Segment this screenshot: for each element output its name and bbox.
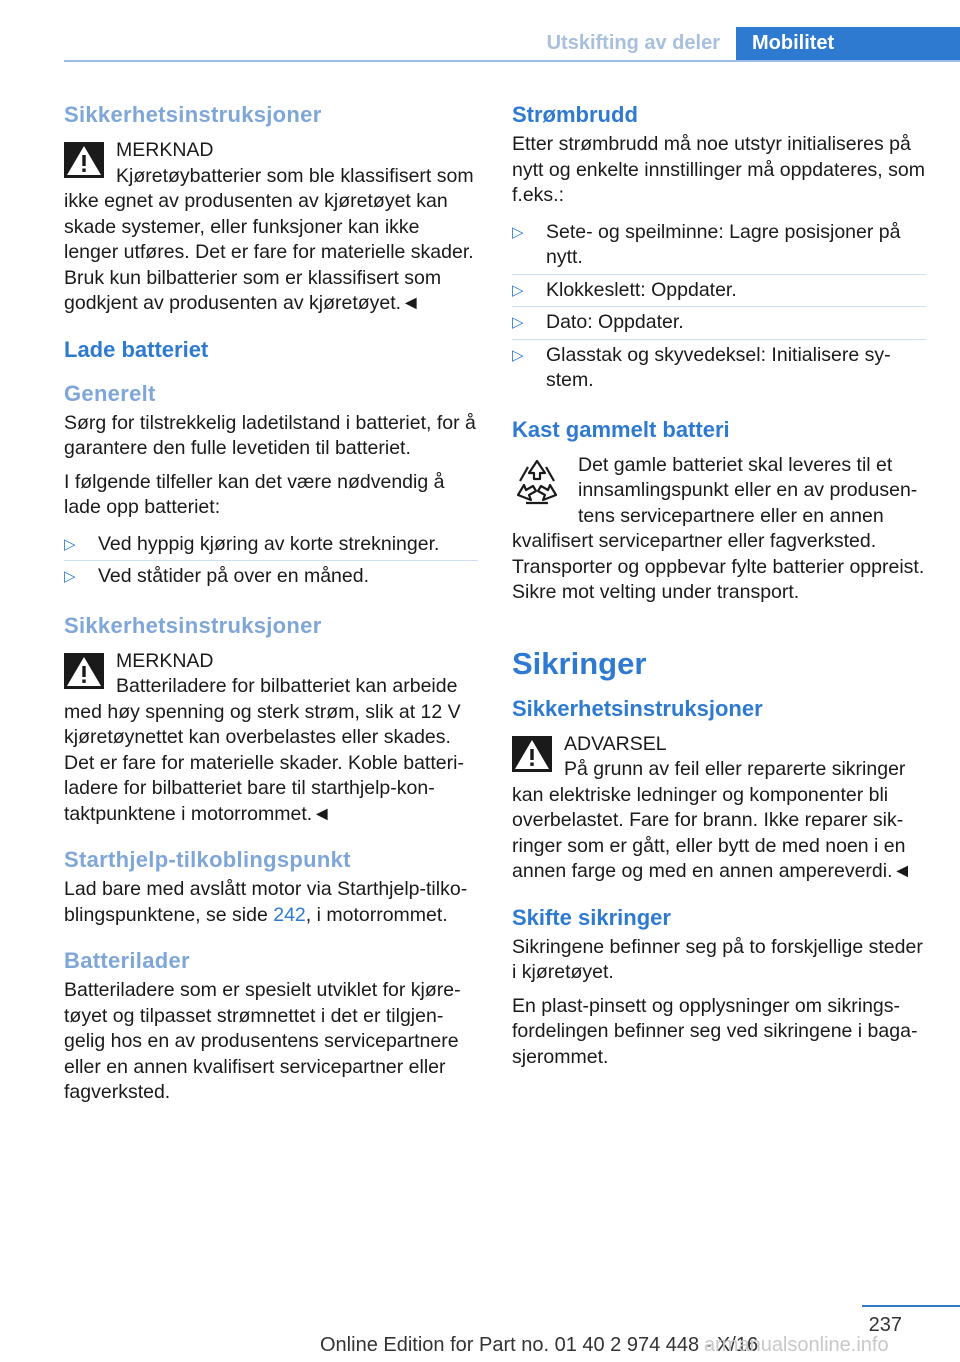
- warning-block-2: [64, 649, 478, 828]
- warning-label-3: ADVARSEL: [564, 732, 667, 755]
- dispose-battery-heading: Kast gammelt batteri: [512, 416, 730, 442]
- header-section-title: Utskifting av deler: [546, 32, 720, 54]
- dispose-paragraph: Det gamle batteriet skal leveres til et innsamlingspunkt eller en av produsentens servicepartnere eller en annen kvalifisert servicepartner eller fagverksted.: [512, 453, 918, 552]
- left-column: [64, 100, 478, 1114]
- change-fuses-heading: Skifte sikringer: [512, 904, 671, 930]
- warning-block-1: [64, 138, 478, 317]
- general-paragraph-1: Sørg for tilstrekkelig ladetilstand i batteriet, for å garantere den fulle levetiden til batteriet.: [64, 411, 476, 459]
- general-heading: Generelt: [64, 380, 156, 406]
- recycle-icon: [512, 457, 562, 509]
- charge-battery-heading: Lade batteriet: [64, 336, 209, 362]
- triangle-bullet-icon: ▷: [64, 535, 76, 553]
- page-number: 237: [868, 1314, 902, 1336]
- outage-list: [512, 217, 926, 397]
- triangle-bullet-icon: ▷: [512, 281, 524, 299]
- triangle-bullet-icon: ▷: [512, 223, 524, 241]
- recycle-block: [512, 453, 926, 555]
- change-fuses-paragraph-1: Sikringene befinner seg på to forskjellige steder i kjøretøyet.: [512, 935, 923, 983]
- charger-heading: Batterilader: [64, 948, 190, 973]
- power-outage-paragraph: Etter strømbrudd må noe utstyr initialiseres på nytt og enkelte innstillinger må oppdateres, som f.eks.:: [512, 133, 925, 206]
- list-item: ▷ Klokkeslett: Oppdater.: [512, 275, 926, 308]
- general-list: [64, 529, 478, 593]
- warning-block-3: [512, 732, 926, 885]
- footer-rule: [862, 1305, 960, 1307]
- page-header: [0, 0, 960, 62]
- fuses-title: Sikringer: [512, 645, 647, 681]
- warning-triangle-icon: [64, 653, 104, 689]
- transport-paragraph: Transporter og oppbevar fylte batterier oppreist. Sikre mot velting under transport.: [512, 555, 925, 603]
- safety-heading-1: Sikkerhetsinstruksjoner: [64, 102, 322, 127]
- triangle-bullet-icon: ▷: [512, 314, 524, 331]
- list-item: ▷ Dato: Oppdater.: [512, 307, 926, 340]
- list-item: ▷ Sete- og speilminne: Lagre posisjoner på nytt.: [512, 217, 926, 275]
- general-paragraph-2: I følgende tilfeller kan det være nødvendig å lade opp batteriet:: [64, 470, 445, 518]
- warning-label-2: MERKNAD: [116, 649, 214, 672]
- list-item: ▷ Ved ståtider på over en måned.: [64, 561, 478, 593]
- list-item: ▷ Glasstak og skyvedeksel: Initialisere system.: [512, 343, 891, 391]
- right-column: [512, 100, 926, 1078]
- fuses-safety-heading: Sikkerhetsinstruksjoner: [512, 695, 763, 721]
- warning-text-1: Kjøretøybatterier som ble klassifisert som ikke egnet av produsenten av kjøretøyet kan skade systemer, eller funksjoner kan ikke lenger utføres. Det er fare for materielle skader. Bruk kun bilbatterier som er klassifisert som godkjent av produsenten av kjøretøyet.◄: [64, 164, 474, 314]
- triangle-bullet-icon: ▷: [64, 568, 76, 585]
- header-rule: [64, 60, 960, 62]
- safety-heading-2: Sikkerhetsinstruksjoner: [64, 612, 322, 638]
- power-outage-heading: Strømbrudd: [512, 102, 638, 127]
- warning-text-3: På grunn av feil eller reparerte sikringer kan elektriske ledninger og komponenter bli overbelastet. Fare for brann. Ikke reparer sikringer som er gått, eller bytt de med noen i en annen farge og med en annen ampereverdi.◄: [512, 758, 912, 882]
- list-item: ▷ Ved hyppig kjøring av korte strekninger.: [64, 529, 478, 562]
- watermark: armanualsonline.info: [704, 1334, 889, 1356]
- warning-text-2: Batteriladere for bilbatteriet kan arbeide med høy spenning og sterk strøm, slik at 12 V kjøretøynettet kan overbelastes eller skades. Det er fare for materielle skader. Koble batteriladere for bilbatteriet bare til starthjelp-kontaktpunktene i motorrommet.◄: [64, 675, 464, 825]
- warning-triangle-icon: [64, 142, 104, 178]
- header-chapter-tab: Mobilitet: [736, 27, 960, 62]
- jump-start-paragraph: Lad bare med avslått motor via Starthjelp-tilkoblingspunktene, se side 242, i motorrommet.: [64, 878, 468, 926]
- change-fuses-paragraph-2: En plast-pinsett og opplysninger om sikringsfordelingen befinner seg ved sikringene i bagasjerommet.: [512, 994, 918, 1068]
- triangle-bullet-icon: ▷: [512, 346, 524, 364]
- page-link[interactable]: 242: [273, 903, 306, 926]
- charger-paragraph: Batteriladere som er spesielt utviklet for kjøretøyet og tilpasset strømnettet i det er tilgjengelig hos en av produsentens servicepartnere eller en annen kvalifisert servicepartner eller fagverksted.: [64, 979, 461, 1103]
- jump-start-heading: Starthjelp-tilkoblingspunkt: [64, 847, 351, 872]
- warning-triangle-icon: [512, 736, 552, 772]
- edition-text: Online Edition for Part no. 01 40 2 974 448 - X/16: [320, 1334, 759, 1356]
- warning-label-1: MERKNAD: [116, 139, 214, 161]
